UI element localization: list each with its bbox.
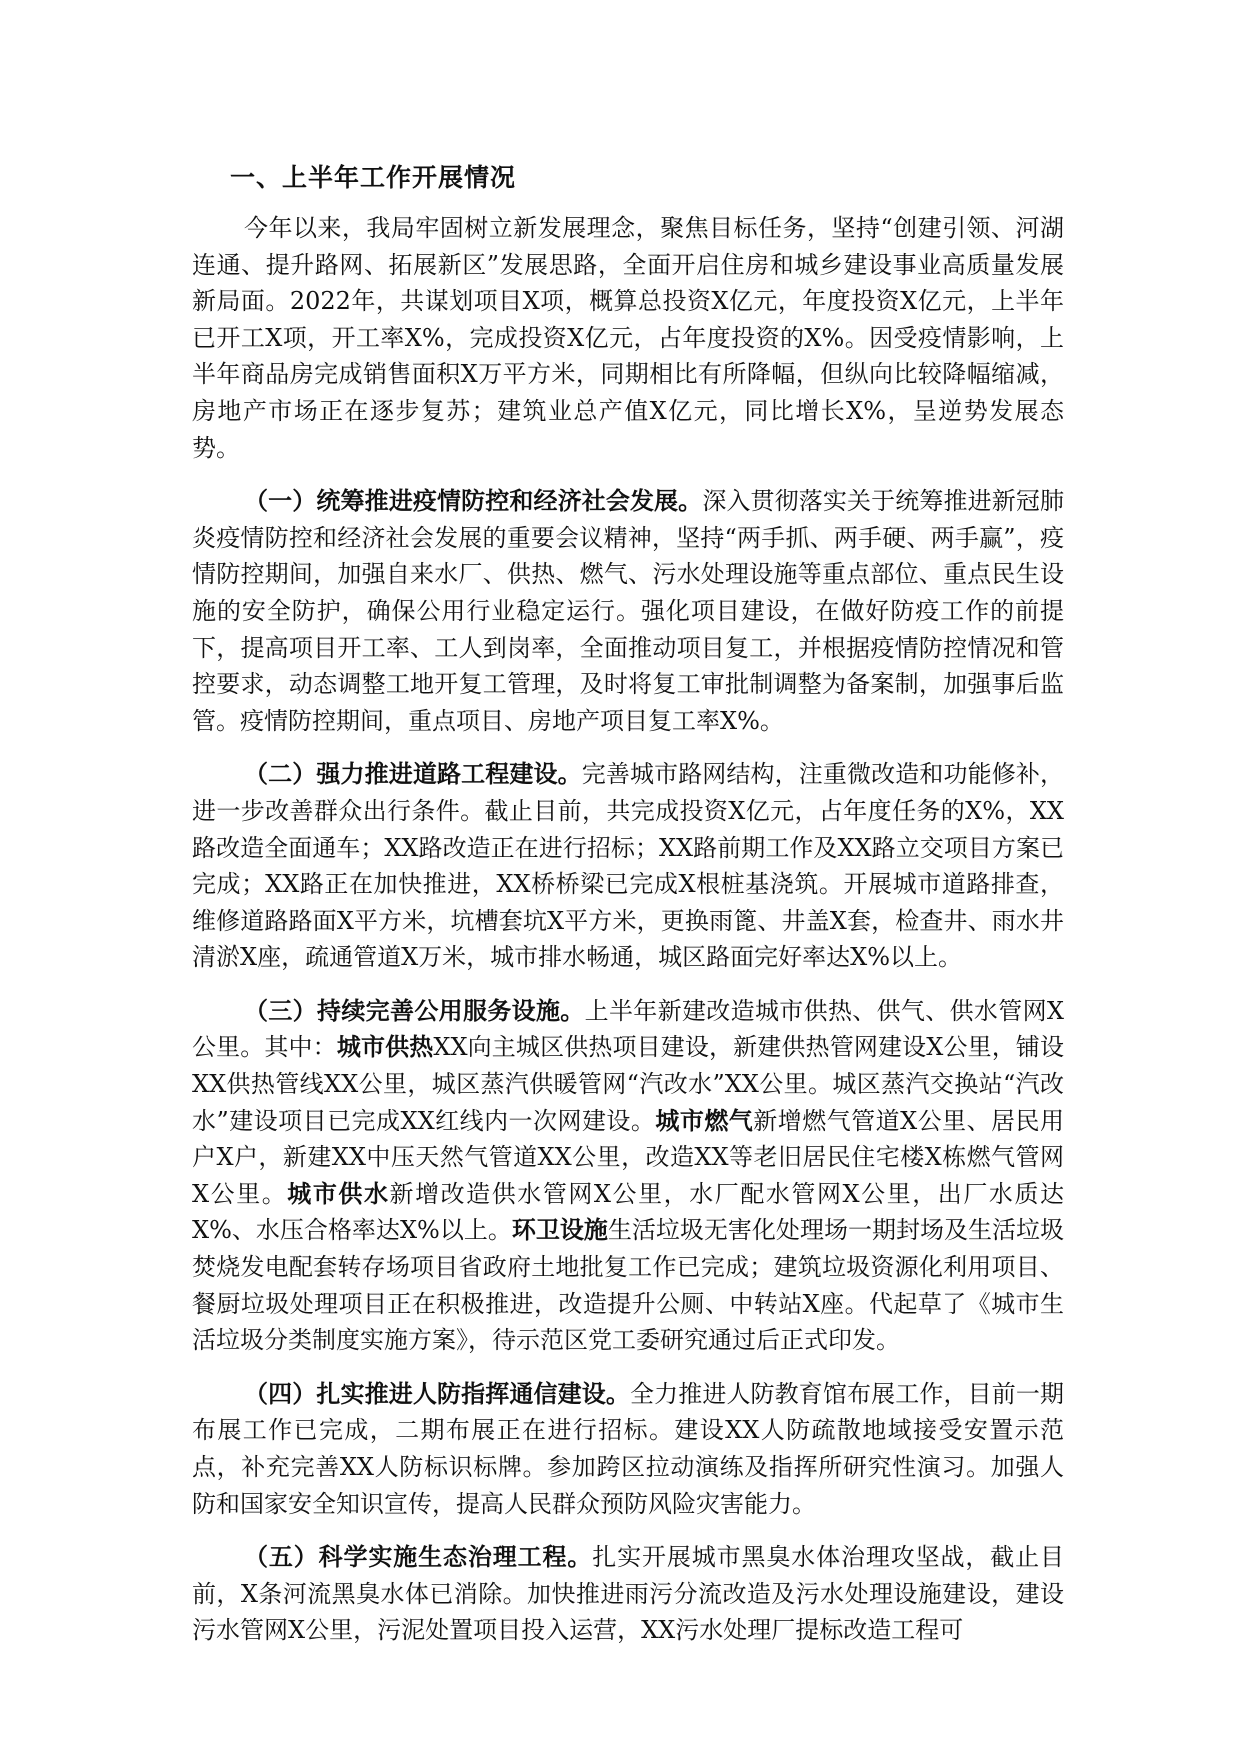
section-1-title: （一）统筹推进疫情防控和经济社会发展。 xyxy=(244,487,703,516)
gas-label: 城市燃气 xyxy=(655,1106,754,1135)
document-page xyxy=(192,160,1064,1666)
water-supply-text: 新增改造供水管网X公里，水厂配水管网X公里，出厂水质达X%、水压合格率达X%以上。 xyxy=(192,1179,1065,1245)
gas-text: 新增燃气管道X公里、居民用户X户，新建XX中压天然气管道XX公里，改造XX等老旧居民住宅楼X栋燃气管网X公里。 xyxy=(192,1106,1064,1208)
intro-text: 今年以来，我局牢固树立新发展理念，聚焦目标任务，坚持“创建引领、河湖连通、提升路网、拓展新区”发展思路，全面开启住房和城乡建设事业高质量发展新局面。2022年，共谋划项目X项，概算总投资X亿元，年度投资X亿元，上半年已开工X项，开工率X%，完成投资X亿元，占年度投资的X%。因受疫情影响，上半年商品房完成销售面积X万平方米，同期相比有所降幅，但纵向比较降幅缩减，房地产市场正在逐步复苏；建筑业总产值X亿元，同比增长X%，呈逆势发展态势。 xyxy=(192,214,1064,462)
section-4-paragraph xyxy=(192,1376,1064,1522)
section-5-paragraph xyxy=(192,1539,1064,1649)
sanitation-label: 环卫设施 xyxy=(511,1216,608,1245)
section-1-text: 深入贯彻落实关于统筹推进新冠肺炎疫情防控和经济社会发展的重要会议精神，坚持“两手抓、两手硬、两手赢”，疫情防控期间，加强自来水厂、供热、燃气、污水处理设施等重点部位、重点民生设施的安全防护，确保公用行业稳定运行。强化项目建设，在做好防疫工作的前提下，提高项目开工率、工人到岗率，全面推动项目复工，并根据疫情防控情况和管控要求，动态调整工地开复工管理，及时将复工审批制调整为备案制，加强事后监管。疫情防控期间，重点项目、房地产项目复工率X%。 xyxy=(192,487,1065,735)
heating-label: 城市供热 xyxy=(336,1033,434,1062)
intro-paragraph xyxy=(192,210,1064,466)
section-5-text: 扎实开展城市黑臭水体治理攻坚战，截止目前，X条河流黑臭水体已消除。加快推进雨污分流改造及污水处理设施建设，建设污水管网X公里，污泥处置项目投入运营，XX污水处理厂提标改造工程可 xyxy=(192,1543,1064,1645)
section-3-title: （三）持续完善公用服务设施。 xyxy=(244,996,585,1025)
heating-text: XX向主城区供热项目建设，新建供热管网建设X公里，铺设XX供热管线XX公里，城区蒸汽供暖管网“汽改水”XX公里。城区蒸汽交换站“汽改水”建设项目已完成XX红线内一次网建设。 xyxy=(192,1033,1064,1135)
section-4-text: 全力推进人防教育馆布展工作，目前一期布展工作已完成，二期布展正在进行招标。建设XX人防疏散地域接受安置示范点，补充完善XX人防标识标牌。参加跨区拉动演练及指挥所研究性演习。加强人防和国家安全知识宣传，提高人民群众预防风险灾害能力。 xyxy=(192,1379,1065,1518)
water-supply-label: 城市供水 xyxy=(287,1179,390,1208)
sanitation-text: 生活垃圾无害化处理场一期封场及生活垃圾焚烧发电配套转存场项目省政府土地批复工作已完成；建筑垃圾资源化利用项目、餐厨垃圾处理项目正在积极推进，改造提升公厕、中转站X座。代起草了《城市生活垃圾分类制度实施方案》，待示范区党工委研究通过后正式印发。 xyxy=(192,1216,1065,1355)
section-2-title: （二）强力推进道路工程建设。 xyxy=(244,760,582,789)
section-3-paragraph xyxy=(192,993,1064,1359)
section-2-paragraph xyxy=(192,756,1064,976)
section-4-title: （四）扎实推进人防指挥通信建设。 xyxy=(244,1379,630,1408)
section-2-text: 完善城市路网结构，注重微改造和功能修补，进一步改善群众出行条件。截止目前，共完成投资X亿元，占年度任务的X%，XX路改造全面通车；XX路改造正在进行招标；XX路前期工作及XX路立交项目方案已完成；XX路正在加快推进，XX桥桥梁已完成X根桩基浇筑。开展城市道路排查，维修道路路面X平方米，坑槽套坑X平方米，更换雨篦、井盖X套，检查井、雨水井清淤X座，疏通管道X万米，城市排水畅通，城区路面完好率达X%以上。 xyxy=(192,760,1065,972)
section-1-paragraph xyxy=(192,483,1064,739)
section-5-title: （五）科学实施生态治理工程。 xyxy=(244,1543,593,1572)
section-heading: 一、上半年工作开展情况 xyxy=(230,163,517,192)
section-3-text: 上半年新建改造城市供热、供气、供水管网X公里。其中： xyxy=(192,996,1065,1062)
